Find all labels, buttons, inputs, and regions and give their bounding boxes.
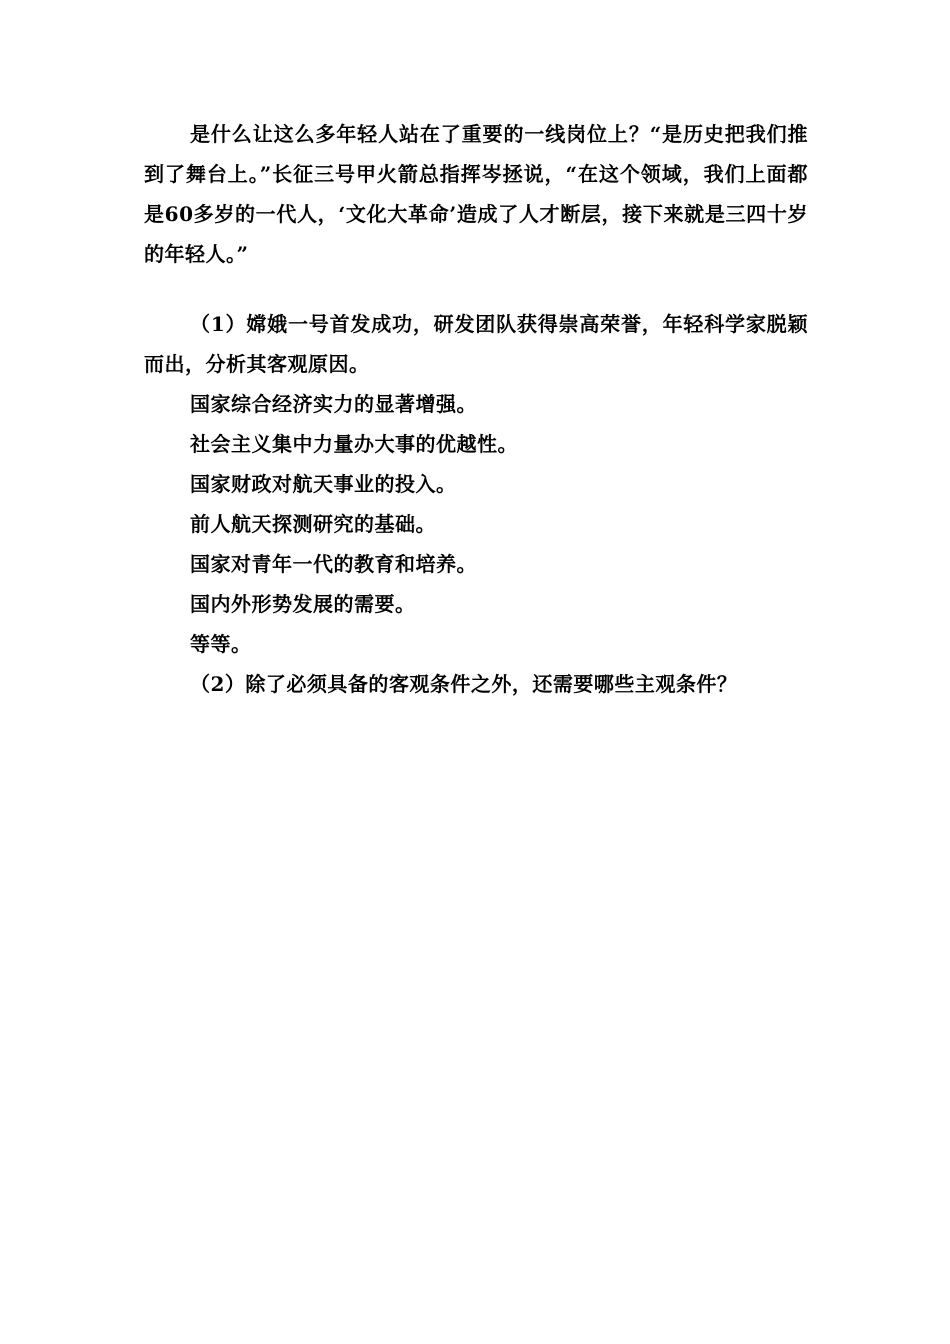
- question-1: （1）嫦娥一号首发成功，研发团队获得崇高荣誉，年轻科学家脱颖而出，分析其客观原因。: [144, 312, 808, 376]
- answer-item: 国内外形势发展的需要。: [190, 592, 416, 616]
- answer-item: 国家对青年一代的教育和培养。: [190, 552, 477, 576]
- document-body: [144, 114, 808, 704]
- answer-item: 国家财政对航天事业的投入。: [190, 472, 457, 496]
- answer-item: 国家综合经济实力的显著增强。: [190, 392, 477, 416]
- answer-item: 前人航天探测研究的基础。: [190, 512, 436, 536]
- question-2: （2）除了必须具备的客观条件之外，还需要哪些主观条件？: [190, 672, 738, 696]
- intro-paragraph: 是什么让这么多年轻人站在了重要的一线岗位上？“是历史把我们推到了舞台上。”长征三号甲火箭总指挥岑拯说，“在这个领域，我们上面都是60多岁的一代人，‘文化大革命’造成了人才断层，接下来就是三四十岁的年轻人。”: [144, 122, 808, 266]
- answer-item: 等等。: [190, 632, 252, 656]
- paragraph-spacer: [144, 274, 808, 304]
- answer-item: 社会主义集中力量办大事的优越性。: [190, 432, 518, 456]
